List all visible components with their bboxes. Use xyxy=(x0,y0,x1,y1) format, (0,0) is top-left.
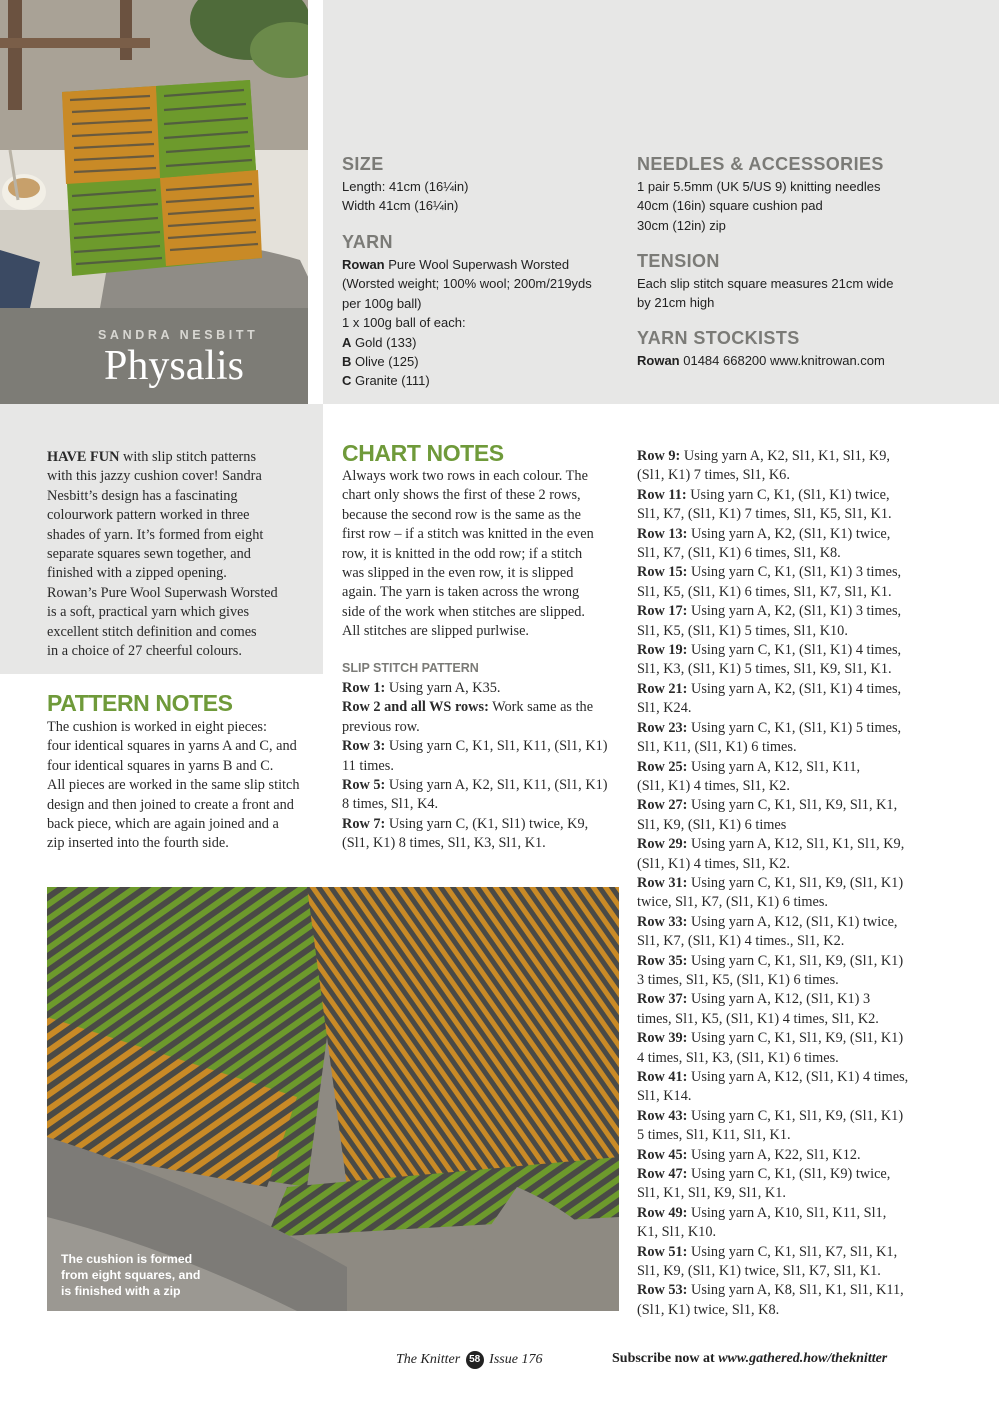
zigzag-divider xyxy=(308,0,323,404)
pattern-row: Row 1: Using yarn A, K35. xyxy=(342,680,501,696)
yarn-colour-b: B Olive (125) xyxy=(342,354,419,370)
pattern-row: Row 49: Using yarn A, K10, Sl1, K11, Sl1, K1, Sl1, K10. xyxy=(637,1204,887,1241)
yarn-colour-a: A Gold (133) xyxy=(342,334,417,350)
size-text: Length: 41cm (16¼in) Width 41cm (16¼in) xyxy=(342,179,469,214)
pattern-row: Row 19: Using yarn C, K1, (Sl1, K1) 4 times, Sl1, K3, (Sl1, K1) 5 times, Sl1, K9, Sl1, K1. xyxy=(637,642,902,678)
pattern-row: Row 13: Using yarn A, K2, (Sl1, K1) twice, Sl1, K7, (Sl1, K1) 6 times, Sl1, K8. xyxy=(637,525,891,562)
needles-text: 1 pair 5.5mm (UK 5/US 9) knitting needles 40cm (16in) square cushion pad 30cm (12in) zip xyxy=(637,179,881,233)
chart-notes-heading: CHART NOTES xyxy=(342,440,504,466)
pattern-row: Row 53: Using yarn A, K8, Sl1, K1, Sl1, K11, (Sl1, K1) twice, Sl1, K8. xyxy=(637,1282,904,1318)
intro-text: HAVE FUN with slip stitch patterns with this jazzy cushion cover! Sandra Nesbitt’s design has a fascinating colourwork pattern worked in three shades of yarn. It’s formed from eight separate squares sewn together, and finished with a zipped opening. Rowan’s Pure Wool Superwash Worsted is a soft, practical yarn which gives excellent stitch definition and comes in a choice of 27 cheerful colours. xyxy=(47,449,278,660)
slip-stitch-rows-col3 xyxy=(637,447,927,1320)
footer-subscribe: Subscribe now at www.gathered.how/theknitter xyxy=(612,1351,888,1366)
pattern-row: Row 43: Using yarn C, K1, Sl1, K9, (Sl1, K1) 5 times, Sl1, K11, Sl1, K1. xyxy=(637,1107,904,1144)
slip-stitch-rows-col2 xyxy=(342,679,627,854)
photo-caption: The cushion is formed from eight squares, and is finished with a zip xyxy=(61,1252,201,1298)
subscribe-link[interactable]: www.gathered.how/theknitter xyxy=(718,1351,888,1366)
cushion-closeup-photo xyxy=(47,887,619,1311)
pattern-row: Row 15: Using yarn C, K1, (Sl1, K1) 3 times, Sl1, K5, (Sl1, K1) 6 times, Sl1, K7, Sl1, K1. xyxy=(637,564,902,600)
author-name: SANDRA NESBITT xyxy=(98,328,259,342)
pattern-row: Row 21: Using yarn A, K2, (Sl1, K1) 4 times, Sl1, K24. xyxy=(637,680,902,717)
pattern-row: Row 7: Using yarn C, (K1, Sl1) twice, K9, (Sl1, K1) 8 times, Sl1, K3, Sl1, K1. xyxy=(342,815,589,852)
pattern-row: Row 51: Using yarn C, K1, Sl1, K7, Sl1, K1, Sl1, K9, (Sl1, K1) twice, Sl1, K7, Sl1, K1. xyxy=(637,1243,898,1280)
yarn-heading: YARN xyxy=(342,232,393,252)
page-title: Physalis xyxy=(104,343,245,389)
cushion-illustration xyxy=(0,0,323,308)
pattern-row: Row 17: Using yarn A, K2, (Sl1, K1) 3 times, Sl1, K5, (Sl1, K1) 5 times, Sl1, K10. xyxy=(637,603,902,639)
size-heading: SIZE xyxy=(342,154,384,174)
chart-notes-text: Always work two rows in each colour. The chart only shows the first of these 2 rows, because the second row is the same as the first row – if a stitch was knitted in the even row, it is knitted in the odd row; if a stitch was slipped in the even row, it is slipped again. The yarn is taken across the wrong side of the work when stitches are slipped. All stitches are slipped purlwise. xyxy=(342,468,594,640)
tension-text: Each slip stitch square measures 21cm wide by 21cm high xyxy=(637,276,894,311)
stockists-heading: YARN STOCKISTS xyxy=(637,328,800,348)
pattern-row: Row 45: Using yarn A, K22, Sl1, K12. xyxy=(637,1146,861,1163)
pattern-row: Row 2 and all WS rows: Work same as the previous row. xyxy=(342,699,594,735)
pattern-row: Row 47: Using yarn C, K1, (Sl1, K9) twice, Sl1, K1, Sl1, K9, Sl1, K1. xyxy=(637,1166,891,1202)
slip-stitch-heading: SLIP STITCH PATTERN xyxy=(342,661,479,675)
pattern-row: Row 41: Using yarn A, K12, (Sl1, K1) 4 times, Sl1, K14. xyxy=(637,1069,909,1105)
pattern-row: Row 23: Using yarn C, K1, (Sl1, K1) 5 times, Sl1, K11, (Sl1, K1) 6 times. xyxy=(637,719,902,756)
yarn-colour-c: C Granite (111) xyxy=(342,373,430,389)
pattern-row: Row 3: Using yarn C, K1, Sl1, K11, (Sl1, K1) 11 times. xyxy=(342,738,608,774)
pattern-row: Row 37: Using yarn A, K12, (Sl1, K1) 3 times, Sl1, K5, (Sl1, K1) 4 times, Sl1, K2. xyxy=(637,991,879,1027)
pattern-row: Row 31: Using yarn C, K1, Sl1, K9, (Sl1, K1) twice, Sl1, K7, (Sl1, K1) 6 times. xyxy=(637,874,904,911)
pattern-notes-heading: PATTERN NOTES xyxy=(47,690,233,716)
pattern-row: Row 25: Using yarn A, K12, Sl1, K11, (Sl1, K1) 4 times, Sl1, K2. xyxy=(637,758,861,794)
footer-magazine: The Knitter 58 Issue 176 xyxy=(396,1352,543,1368)
pattern-row: Row 11: Using yarn C, K1, (Sl1, K1) twice, Sl1, K7, (Sl1, K1) 7 times, Sl1, K5, Sl1, K1. xyxy=(637,486,892,523)
pattern-row: Row 39: Using yarn C, K1, Sl1, K9, (Sl1, K1) 4 times, Sl1, K3, (Sl1, K1) 6 times. xyxy=(637,1030,904,1066)
page-number: 58 xyxy=(466,1351,484,1369)
tension-heading: TENSION xyxy=(637,251,720,271)
hero-photo xyxy=(0,0,323,308)
yarn-text: Rowan Pure Wool Superwash Worsted (Worsted weight; 100% wool; 200m/219yds per 100g ball) 1 x 100g ball of each: A Gold (133) B Olive (125) C Granite (111) xyxy=(342,255,592,391)
pattern-row: Row 29: Using yarn A, K12, Sl1, K1, Sl1, K9, (Sl1, K1) 4 times, Sl1, K2. xyxy=(637,836,905,872)
pattern-row: Row 9: Using yarn A, K2, Sl1, K1, Sl1, K9, (Sl1, K1) 7 times, Sl1, K6. xyxy=(637,448,890,484)
pattern-notes-text: The cushion is worked in eight pieces: four identical squares in yarns A and C, and four identical squares in yarns B and C. All pieces are worked in the same slip stitch design and then joined to create a front and back piece, which are again joined and a zip inserted into the fourth side. xyxy=(47,719,300,852)
pattern-row: Row 33: Using yarn A, K12, (Sl1, K1) twice, Sl1, K7, (Sl1, K1) 4 times., Sl1, K2. xyxy=(637,913,898,950)
knit-closeup-illustration xyxy=(47,887,619,1311)
needles-heading: NEEDLES & ACCESSORIES xyxy=(637,154,884,174)
pattern-row: Row 35: Using yarn C, K1, Sl1, K9, (Sl1, K1) 3 times, Sl1, K5, (Sl1, K1) 6 times. xyxy=(637,952,904,988)
pattern-row: Row 5: Using yarn A, K2, Sl1, K11, (Sl1, K1) 8 times, Sl1, K4. xyxy=(342,777,608,813)
pattern-row: Row 27: Using yarn C, K1, Sl1, K9, Sl1, K1, Sl1, K9, (Sl1, K1) 6 times xyxy=(637,797,898,833)
stockists-text: Rowan 01484 668200 www.knitrowan.com xyxy=(637,353,885,368)
